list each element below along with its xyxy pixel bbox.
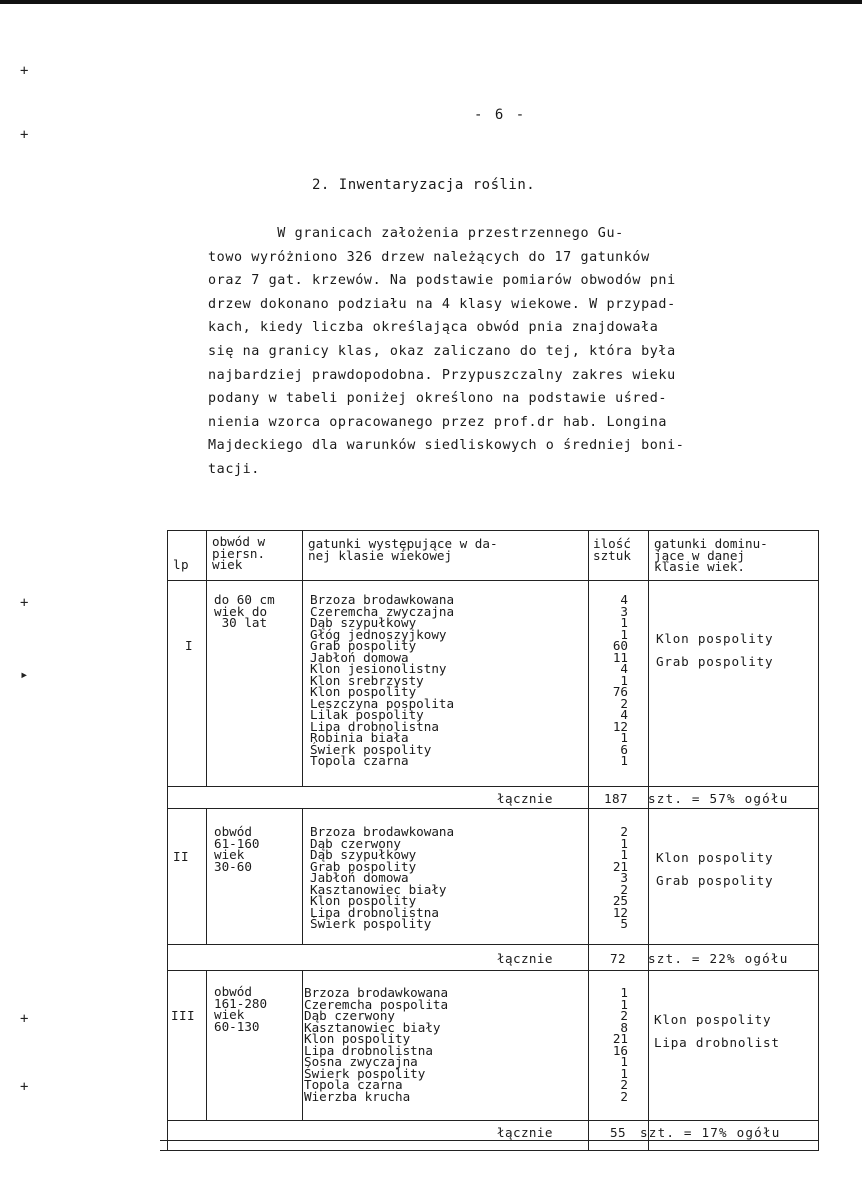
class-obwod: obwód 61-160 wiek 30-60 [214, 824, 260, 874]
list-item: Klon pospolity [310, 684, 417, 699]
header-gatunki: gatunki występujące w da- nej klasie wiekowej [308, 536, 498, 563]
paragraph-line: Majdeckiego dla warunków siedliskowych o średniej boni- [208, 438, 685, 454]
class-lp: II [173, 849, 189, 864]
table-rule [818, 530, 819, 1151]
paragraph-line: się na granicy klas, okaz zaliczano do tej, która była [208, 343, 676, 359]
dominant-species: Klon pospolity Grab pospolity [656, 631, 774, 669]
table-rule [302, 530, 303, 787]
list-item: Głóg jednoszyjkowy [310, 626, 447, 642]
list-item: Jabłoń domowa [310, 649, 409, 665]
table-rule [167, 944, 819, 945]
list-item: Świerk pospolity [304, 1065, 426, 1081]
table-rule [167, 970, 819, 971]
list-item: Lipa drobnolistna [310, 718, 439, 734]
list-item: Brzoza brodawkowana [310, 824, 455, 839]
list-item: Lipa drobnolistna [304, 1042, 433, 1058]
list-item: Wierzba krucha [304, 1088, 411, 1104]
total-note: szt. = 22% ogółu [648, 951, 789, 966]
header-ilosc: ilość sztuk [593, 536, 631, 563]
dominant-species: Klon pospolity Lipa drobnolist [654, 1012, 780, 1050]
list-item: Topola czarna [304, 1077, 403, 1092]
list-item: Świerk pospolity [310, 741, 432, 757]
total-label: łącznie [497, 1125, 553, 1140]
species-list [310, 826, 454, 930]
section-heading: 2. Inwentaryzacja roślin. [312, 177, 536, 193]
list-item: Dąb czerwony [304, 1008, 395, 1023]
table-rule [167, 786, 819, 787]
header-obwod: obwód w piersn. wiek [212, 534, 266, 572]
page-number: - 6 - [474, 107, 527, 123]
list-item: Kasztanowiec biały [310, 881, 447, 897]
table-rule [648, 530, 649, 1151]
total-count: 187 [604, 791, 628, 806]
list-item: Dąb szypułkowy [310, 847, 417, 862]
total-label: łącznie [497, 791, 553, 806]
table-rule [206, 970, 207, 1121]
list-item: Jabłoń domowa [310, 870, 409, 885]
total-note: szt. = 17% ogółu [640, 1125, 781, 1140]
species-list [310, 594, 454, 767]
list-item: Lipa drobnolistna [310, 904, 439, 920]
species-list [304, 987, 448, 1102]
total-label: łącznie [497, 951, 553, 966]
total-count: 72 [610, 951, 626, 966]
list-item: Grab pospolity [310, 858, 417, 874]
table-rule [206, 530, 207, 787]
table-rule [160, 1140, 819, 1141]
margin-mark: + [20, 127, 29, 143]
list-item: Brzoza brodawkowana [310, 592, 455, 607]
list-item: Grab pospolity [310, 638, 417, 653]
list-item: Kasztanowiec biały [304, 1019, 441, 1035]
table-rule [302, 808, 303, 945]
list-item: Lilak pospolity [310, 707, 424, 722]
table-rule [167, 530, 819, 531]
class-lp: III [171, 1008, 195, 1023]
list-item: Czeremcha pospolita [304, 996, 449, 1012]
table-rule [167, 1120, 819, 1121]
list-item: Klon jesionolistny [310, 661, 447, 676]
header-dominujace: gatunki dominu- jące w danej klasie wiek. [654, 536, 768, 574]
list-item: Czeremcha zwyczajna [310, 603, 455, 619]
margin-mark: + [20, 595, 29, 611]
paragraph-line: najbardziej prawdopodobna. Przypuszczalny zakres wieku [208, 367, 676, 383]
list-item: Dąb szypułkowy [310, 615, 417, 630]
class-obwod: obwód 161-280 wiek 60-130 [214, 984, 268, 1034]
table-rule [167, 530, 168, 1151]
paragraph-line: towo wyróżniono 326 drzew należących do 17 gatunków [208, 249, 650, 265]
table-rule [167, 580, 819, 581]
count-list: 1 1 2 8 21 16 1 1 2 2 [612, 985, 628, 1104]
paragraph-line: podany w tabeli poniżej określono na podstawie uśred- [208, 391, 668, 407]
table-rule [206, 808, 207, 945]
count-list: 4 3 1 1 60 11 4 1 76 2 4 12 1 6 1 [612, 592, 628, 768]
list-item: Sosna zwyczajna [304, 1054, 418, 1069]
margin-mark: ▸ [20, 667, 29, 683]
list-item: Klon pospolity [310, 893, 417, 908]
count-list: 2 1 1 21 3 2 25 12 5 [612, 824, 628, 931]
paragraph-line: drzew dokonano podziału na 4 klasy wiekowe. W przypad- [208, 296, 676, 312]
table-rule [588, 530, 589, 1151]
total-note: szt. = 57% ogółu [648, 791, 789, 806]
list-item: Leszczyna pospolita [310, 695, 455, 711]
table-rule [302, 970, 303, 1121]
paragraph-line: W granicach założenia przestrzennego Gu- [208, 226, 624, 241]
list-item: Klon srebrzysty [310, 672, 424, 688]
margin-mark: + [20, 63, 29, 79]
table-rule [167, 808, 819, 809]
list-item: Klon pospolity [304, 1031, 411, 1046]
list-item: Dąb czerwony [310, 835, 401, 851]
class-lp: I [185, 638, 193, 653]
header-lp: lp [173, 557, 189, 572]
margin-mark: + [20, 1011, 29, 1027]
margin-mark: + [20, 1079, 29, 1095]
list-item: Świerk pospolity [310, 916, 432, 931]
paragraph-line: tacji. [208, 461, 260, 477]
list-item: Brzoza brodawkowana [304, 985, 449, 1000]
list-item: Robinia biała [310, 730, 409, 745]
list-item: Topola czarna [310, 753, 409, 768]
total-count: 55 [610, 1125, 626, 1140]
class-obwod: do 60 cm wiek do 30 lat [214, 592, 275, 630]
paragraph-line: kach, kiedy liczba określająca obwód pnia znajdowała [208, 320, 659, 336]
paragraph-line: nienia wzorca opracowanego przez prof.dr hab. Longina [208, 414, 668, 430]
paragraph-line: oraz 7 gat. krzewów. Na podstawie pomiarów obwodów pni [208, 273, 676, 289]
dominant-species: Klon pospolity Grab pospolity [656, 850, 774, 888]
table-rule [160, 1150, 819, 1151]
